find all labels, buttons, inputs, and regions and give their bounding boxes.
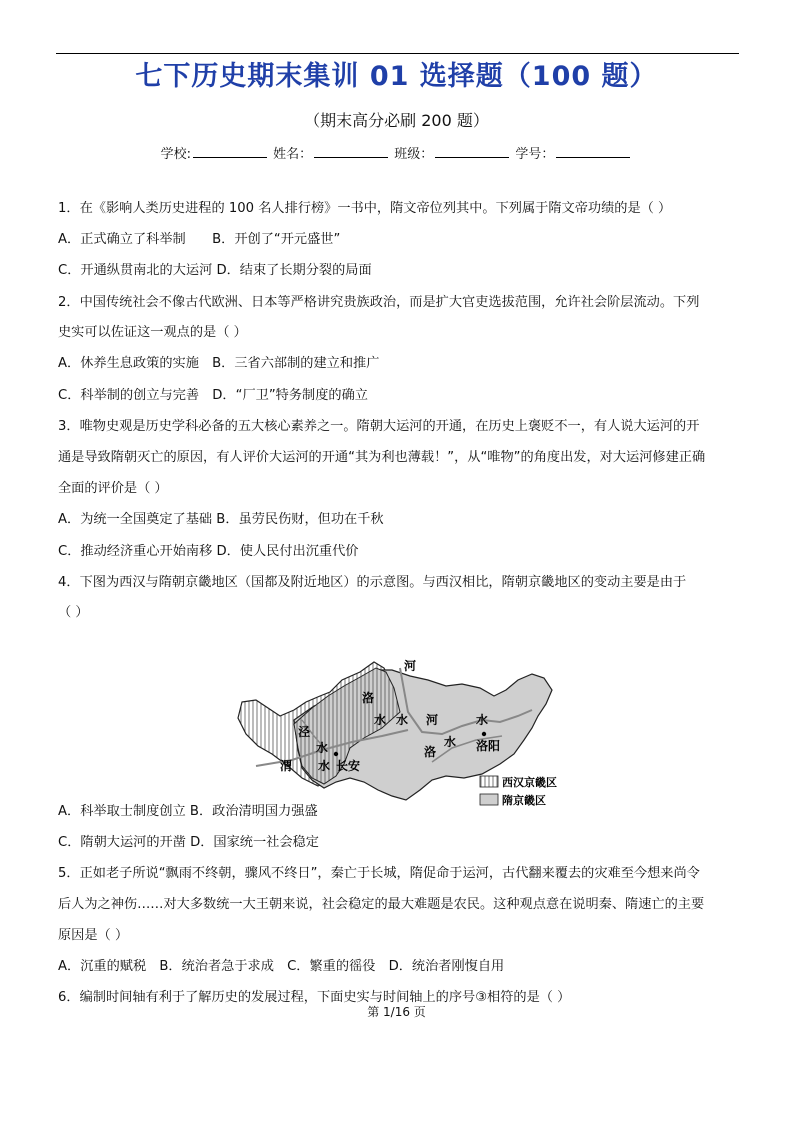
q2-options-cd: C．科举制的创立与完善 D．“厂卫”特务制度的确立 [58, 388, 368, 403]
map-label-wei: 渭 [280, 759, 293, 773]
q4-options-ab: A．科举取士制度创立 B．政治清明国力强盛 [58, 804, 318, 819]
map-label-he: 河 [404, 659, 417, 673]
q2-stem-line1: 2．中国传统社会不像古代欧洲、日本等严格讲究贵族政治，而是扩大官吏选拔范围，允许社会阶层流动。下列 [58, 295, 700, 310]
map-label-luo-top: 洛 [362, 691, 375, 705]
q5-stem-line2: 后人为之神伤……对大多数统一大王朝来说，社会稳定的最大难题是农民。这种观点意在说明秦、隋速亡的主要 [58, 897, 705, 912]
luoyang-marker [482, 732, 486, 736]
page-number: 第 1/16 页 [367, 1005, 426, 1019]
legend-xihan-label: 西汉京畿区 [502, 776, 557, 789]
q4-stem-line1: 4．下图为西汉与隋朝京畿地区（国都及附近地区）的示意图。与西汉相比，隋朝京畿地区的变动主要是由于 [58, 575, 687, 590]
q3-options-cd: C．推动经济重心开始南移 D．使人民付出沉重代价 [58, 544, 359, 559]
map-label-shui5: 水 [318, 759, 331, 773]
changan-marker [334, 752, 338, 756]
school-label: 学校: [160, 147, 191, 162]
name-label: 姓名： [273, 147, 313, 162]
map-label-luoyang: 洛阳 [476, 739, 501, 753]
q6-stem: 6．编制时间轴有利于了解历史的发展过程，下面史实与时间轴上的序号③相符的是（ ） [58, 990, 571, 1005]
legend-sui-swatch [480, 794, 498, 805]
map-label-shui2: 水 [396, 713, 409, 727]
map-label-shui4: 水 [316, 741, 329, 755]
q3-stem-line1: 3．唯物史观是历史学科必备的五大核心素养之一。隋朝大运河的开通，在历史上褒贬不一，有人说大运河的开 [58, 419, 700, 434]
q1-stem: 1．在《影响人类历史进程的 100 名人排行榜》一书中，隋文帝位列其中。下列属于隋文帝功绩的是（ ） [58, 201, 672, 216]
map-label-jing: 泾 [298, 725, 311, 739]
q3-stem-line3: 全面的评价是（ ） [58, 481, 168, 496]
q5-stem-line1: 5．正如老子所说“飘雨不终朝，骤风不终日”，秦亡于长城，隋促命于运河，古代翻来覆去的灾难至今想来尚令 [58, 866, 700, 881]
q4-options-cd: C．隋朝大运河的开凿 D．国家统一社会稳定 [58, 835, 319, 850]
map-label-he2: 河 [426, 713, 439, 727]
q1-options-cd: C．开通纵贯南北的大运河 D．结束了长期分裂的局面 [58, 263, 372, 278]
page-title: 七下历史期末集训 01 选择题（100 题） [135, 61, 658, 92]
q3-options-ab: A．为统一全国奠定了基础 B．虽劳民伤财，但功在千秋 [58, 512, 384, 527]
legend-sui-label: 隋京畿区 [502, 794, 546, 807]
student-info-row [0, 143, 793, 162]
name-blank[interactable] [314, 145, 388, 158]
class-label: 班级： [394, 147, 434, 162]
page-subtitle: （期末高分必刷 200 题） [304, 111, 489, 130]
map-label-shui6: 水 [444, 735, 457, 749]
q5-options: A．沉重的赋税 B．统治者急于求成 C．繁重的徭役 D．统治者刚愎自用 [58, 959, 505, 974]
q3-stem-line2: 通是导致隋朝灭亡的原因，有人评价大运河的开通“其为利也薄载！”，从“唯物”的角度出发，对大运河修建正确 [58, 450, 706, 465]
map-label-luo2: 洛 [424, 745, 437, 759]
q2-stem-line2: 史实可以佐证这一观点的是（ ） [58, 325, 247, 340]
q1-options-ab: A．正式确立了科举制 B．开创了“开元盛世” [58, 232, 341, 247]
number-label: 学号： [515, 147, 555, 162]
map-label-shui1: 水 [374, 713, 387, 727]
school-blank[interactable] [193, 145, 267, 158]
number-blank[interactable] [556, 145, 630, 158]
class-blank[interactable] [435, 145, 509, 158]
legend-xihan-swatch [480, 776, 498, 787]
map-label-changan: 长安 [336, 759, 361, 773]
map-label-shui3: 水 [476, 713, 489, 727]
capital-region-map [232, 650, 572, 812]
q5-stem-line3: 原因是（ ） [58, 928, 129, 943]
q4-stem-line2: （ ） [58, 605, 89, 620]
q2-options-ab: A．休养生息政策的实施 B．三省六部制的建立和推广 [58, 356, 380, 371]
